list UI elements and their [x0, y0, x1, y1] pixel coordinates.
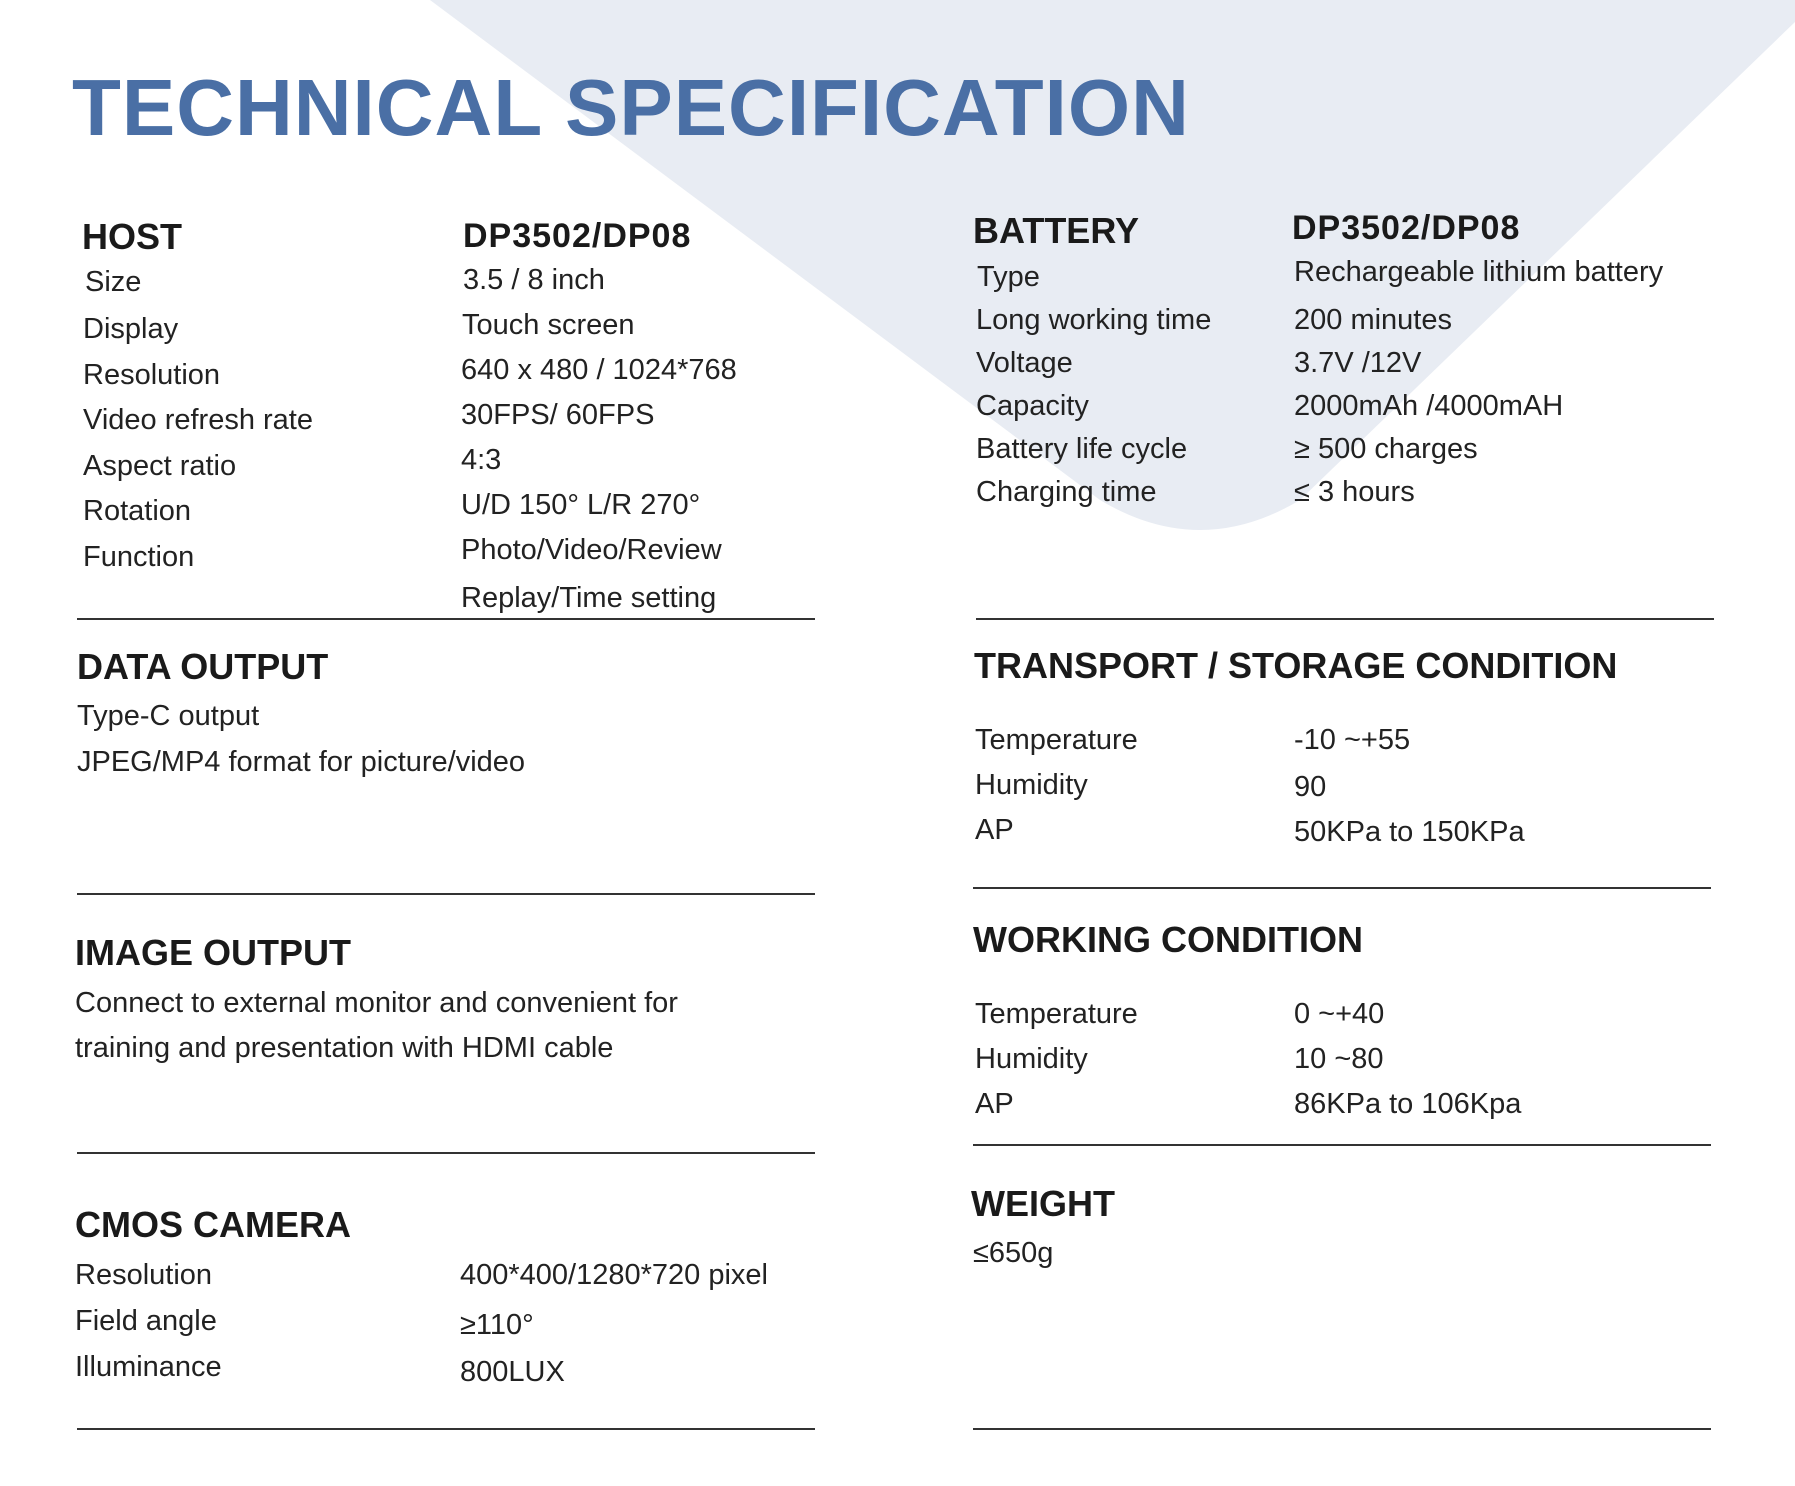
- host-label: Video refresh rate: [83, 404, 313, 436]
- cmos-label: Field angle: [75, 1305, 217, 1337]
- battery-label: Battery life cycle: [976, 433, 1188, 465]
- transport-label: AP: [975, 814, 1014, 846]
- battery-label: Voltage: [976, 347, 1073, 379]
- working-value: 0 ~+40: [1294, 998, 1385, 1030]
- host-value: 3.5 / 8 inch: [463, 264, 605, 296]
- battery-label: Type: [977, 261, 1040, 293]
- battery-heading: BATTERY: [973, 210, 1139, 251]
- host-label: Function: [83, 541, 195, 573]
- divider: [976, 618, 1714, 620]
- cmos-value: 400*400/1280*720 pixel: [460, 1259, 768, 1291]
- data-output-heading: DATA OUTPUT: [77, 646, 329, 687]
- host-model: DP3502/DP08: [463, 217, 692, 255]
- image-output-heading: IMAGE OUTPUT: [75, 932, 351, 973]
- image-output-line: training and presentation with HDMI cable: [75, 1032, 614, 1064]
- divider: [973, 1428, 1711, 1430]
- host-value: U/D 150° L/R 270°: [461, 489, 701, 521]
- cmos-value: 800LUX: [460, 1356, 565, 1388]
- working-heading: WORKING CONDITION: [973, 919, 1363, 960]
- battery-label: Long working time: [976, 304, 1212, 336]
- cmos-label: Illuminance: [75, 1351, 222, 1383]
- cmos-heading: CMOS CAMERA: [75, 1204, 351, 1245]
- transport-heading: TRANSPORT / STORAGE CONDITION: [974, 645, 1618, 686]
- host-value: 640 x 480 / 1024*768: [461, 354, 737, 386]
- image-output-line: Connect to external monitor and convenient for: [75, 987, 678, 1019]
- host-label: Size: [85, 266, 142, 298]
- battery-value: 200 minutes: [1294, 304, 1452, 336]
- divider: [77, 1152, 815, 1154]
- transport-label: Humidity: [975, 769, 1088, 801]
- transport-value: 90: [1294, 771, 1327, 803]
- divider: [973, 887, 1711, 889]
- battery-value: Rechargeable lithium battery: [1294, 256, 1664, 288]
- battery-label: Charging time: [976, 476, 1157, 508]
- data-output-line: Type-C output: [77, 700, 260, 732]
- transport-value: 50KPa to 150KPa: [1294, 816, 1525, 848]
- weight-heading: WEIGHT: [971, 1183, 1115, 1224]
- host-label: Rotation: [83, 495, 192, 527]
- battery-value: 2000mAh /4000mAH: [1294, 390, 1564, 422]
- transport-value: -10 ~+55: [1294, 724, 1411, 756]
- divider: [77, 1428, 815, 1430]
- data-output-line: JPEG/MP4 format for picture/video: [77, 746, 526, 778]
- host-value: Photo/Video/Review: [461, 534, 722, 566]
- working-label: Humidity: [975, 1043, 1088, 1075]
- transport-label: Temperature: [975, 724, 1138, 756]
- divider: [77, 893, 815, 895]
- host-heading: HOST: [82, 216, 183, 257]
- page-title: TECHNICAL SPECIFICATION: [72, 63, 1190, 152]
- battery-value: 3.7V /12V: [1294, 347, 1422, 379]
- host-value: 30FPS/ 60FPS: [461, 399, 655, 431]
- battery-value: ≤ 3 hours: [1294, 476, 1415, 508]
- cmos-label: Resolution: [75, 1259, 213, 1291]
- working-value: 10 ~80: [1294, 1043, 1384, 1075]
- host-extra-value: Replay/Time setting: [461, 582, 717, 614]
- battery-value: ≥ 500 charges: [1294, 433, 1478, 465]
- divider: [77, 618, 815, 620]
- host-value: Touch screen: [462, 309, 635, 341]
- working-value: 86KPa to 106Kpa: [1294, 1088, 1522, 1120]
- host-label: Display: [83, 313, 179, 345]
- working-label: Temperature: [975, 998, 1138, 1030]
- divider: [973, 1144, 1711, 1146]
- battery-label: Capacity: [976, 390, 1089, 422]
- cmos-value: ≥110°: [460, 1309, 534, 1341]
- host-label: Aspect ratio: [83, 450, 237, 482]
- battery-model: DP3502/DP08: [1292, 209, 1521, 247]
- host-value: 4:3: [461, 444, 502, 476]
- working-label: AP: [975, 1088, 1014, 1120]
- weight-value: ≤650g: [973, 1237, 1054, 1269]
- host-label: Resolution: [83, 359, 221, 391]
